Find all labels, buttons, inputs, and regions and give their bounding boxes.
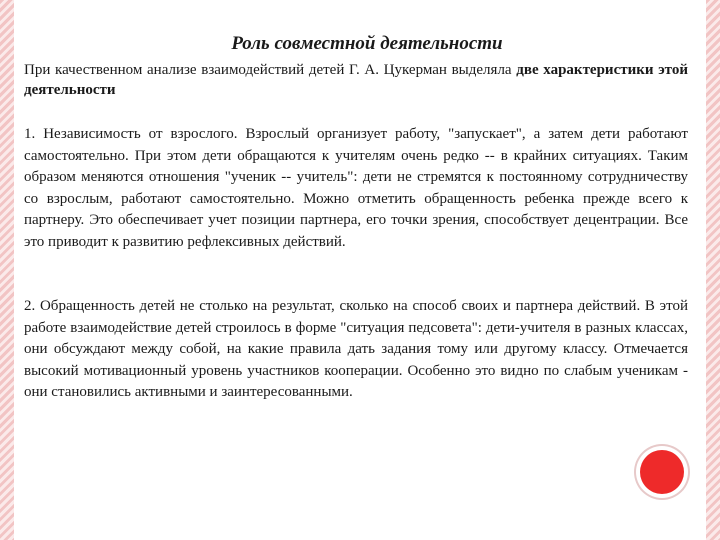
intro-bold-text: две характеристики этой деятельности xyxy=(24,62,688,98)
right-decorative-border xyxy=(706,0,720,540)
paragraph-orientation: 2. Обращенность детей не столько на результат, сколько на способ своих и партнера действий. В этой работе взаимодействие детей строилось в форме "ситуация педсовета": дети-учителя в разных классах, они обсуждают между собой, на какие правила дать задания тому или другому классу. Отмечается высокий мотивационный уровень участников кооперации. Особенно это видно по слабым ученикам - они становились активными и заинтересованными. xyxy=(24,298,688,400)
slide-title: Роль совместной деятельности xyxy=(231,33,503,54)
intro-paragraph xyxy=(24,60,688,100)
left-decorative-border xyxy=(0,0,14,540)
slide-content xyxy=(14,0,706,540)
red-circle-decoration xyxy=(640,450,684,494)
intro-text: При качественном анализе взаимодействий детей Г. А. Цукерман выделяла xyxy=(24,62,517,78)
paragraph-independence: 1. Независимость от взрослого. Взрослый организует работу, "запускает", а затем дети работают самостоятельно. При этом дети обращаются к учителям очень редко -- в крайних ситуациях. Таким образом меняются отношения "ученик -- учитель": дети не стремятся к постоянному сотрудничеству со взрослым, работают самостоятельно. Можно отметить обращенность ребенка прежде всего к партнеру. Это обеспечивает учет позиции партнера, его точки зрения, способствует децентрации. Все это приводит к развитию рефлексивных действий. xyxy=(24,126,688,250)
